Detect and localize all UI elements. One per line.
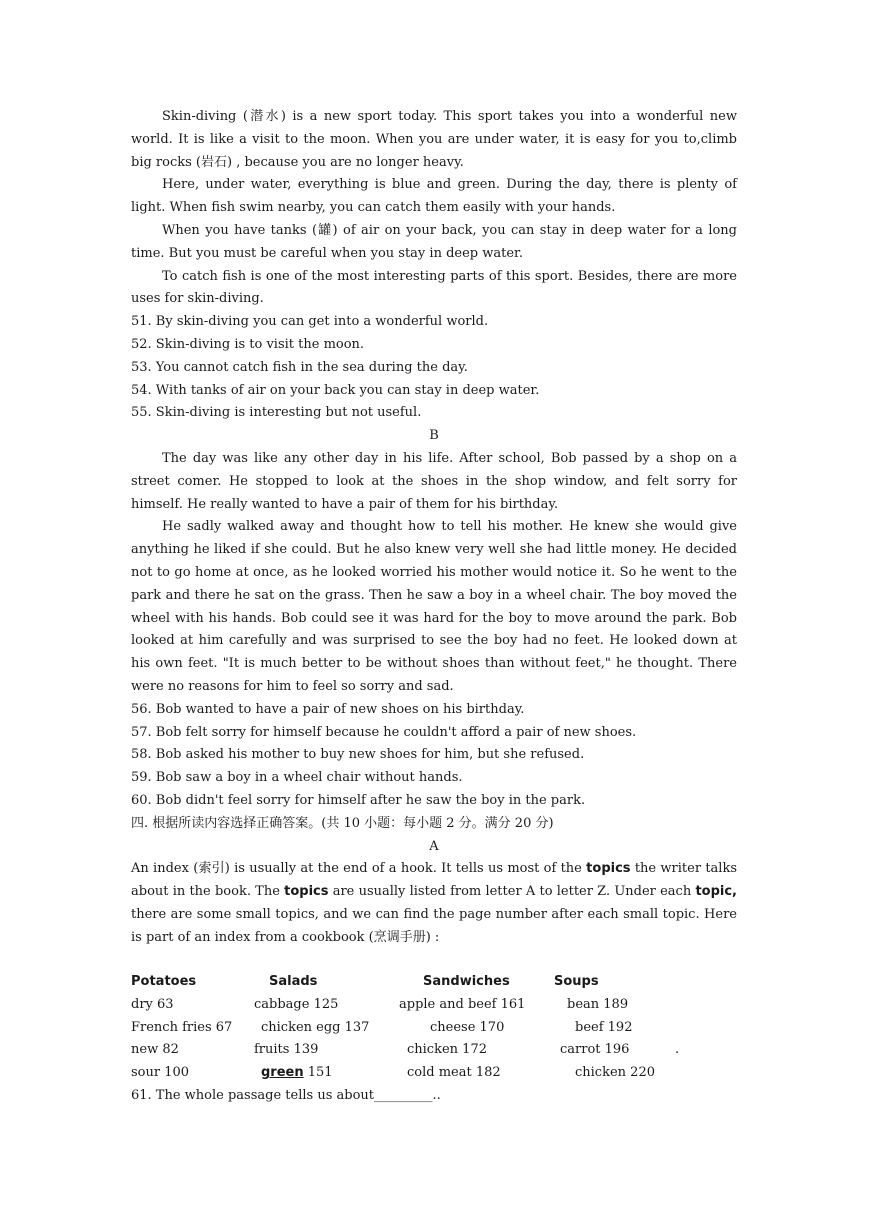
column-header-sandwiches: Sandwiches bbox=[423, 974, 510, 989]
page-number: 151 bbox=[307, 1065, 333, 1081]
table-row bbox=[131, 1039, 737, 1062]
table-cell: bean 189 bbox=[567, 996, 629, 1012]
paragraph: Here, under water, everything is blue and green. During the day, there is plenty of light. When fish swim nearby, you can catch them easily with your hands. bbox=[131, 177, 737, 216]
column-header-soups: Soups bbox=[554, 974, 599, 989]
statement: 56. Bob wanted to have a pair of new shoes on his birthday. bbox=[131, 701, 525, 717]
statement: 53. You cannot catch fish in the sea during the day. bbox=[131, 359, 468, 375]
table-row bbox=[131, 994, 737, 1017]
intro-text: are usually listed from letter A to letter Z. Under each bbox=[328, 884, 696, 900]
intro-text: the writer talks about in the book. The bbox=[131, 861, 737, 900]
passage-a bbox=[131, 106, 737, 949]
section-heading: 四. 根据所读内容选择正确答案。(共 10 小题：每小题 2 分。满分 20 分) bbox=[131, 815, 554, 831]
keyword-green: green bbox=[261, 1065, 304, 1081]
statement: 55. Skin-diving is interesting but not useful. bbox=[131, 405, 422, 421]
paragraph: The day was like any other day in his life. After school, Bob passed by a shop on a street comer. He stopped to look at the shoes in the shop window, and felt sorry for himself. He really wanted to have a pair of them for his birthday. bbox=[131, 450, 737, 512]
keyword-topics: topics bbox=[284, 884, 329, 900]
paragraph: When you have tanks (罐) of air on your back, you can stay in deep water for a long time. But you must be careful when you stay in deep water. bbox=[131, 222, 737, 261]
intro-text: An index (索引) is usually at the end of a hook. It tells us most of the bbox=[131, 861, 587, 877]
table-cell: carrot 196 bbox=[560, 1042, 630, 1058]
keyword-topics: topics bbox=[586, 861, 631, 877]
question-61: 61. The whole passage tells us about_________.. bbox=[131, 1087, 441, 1103]
question-row bbox=[131, 1085, 737, 1108]
table-cell: French fries 67 bbox=[131, 1019, 233, 1035]
table-cell: dry 63 bbox=[131, 996, 174, 1012]
index-table bbox=[131, 971, 737, 1108]
table-cell: cold meat 182 bbox=[407, 1065, 501, 1081]
table-cell: cheese 170 bbox=[430, 1019, 505, 1035]
intro-text: there are some small topics, and we can find the page number after each small topic. Here is part of an index from a cookbook (烹调手册) : bbox=[131, 906, 737, 945]
statement: 51. By skin-diving you can get into a wonderful world. bbox=[131, 314, 489, 330]
table-cell: chicken 172 bbox=[407, 1042, 487, 1058]
paragraph: He sadly walked away and thought how to tell his mother. He knew she would give anything he liked if she could. But he also knew very well she had little money. He decided not to go home at once, as he looked worried his mother would notice it. So he went to the park and there he sat on the grass. Then he saw a boy in a wheel chair. The boy moved the wheel with his hands. Bob could see it was hard for the boy to move around the park. Bob looked at him carefully and was surprised to see the boy had no feet. He looked down at his own feet. "It is much better to be without shoes than without feet," he thought. There were no reasons for him to feel so sorry and sad. bbox=[131, 519, 737, 694]
keyword-topic: topic, bbox=[695, 884, 737, 900]
table-header-row bbox=[131, 971, 737, 994]
table-row bbox=[131, 1062, 737, 1085]
table-cell: chicken 220 bbox=[575, 1065, 655, 1081]
table-cell: sour 100 bbox=[131, 1065, 190, 1081]
statement: 60. Bob didn't feel sorry for himself after he saw the boy in the park. bbox=[131, 792, 586, 808]
table-cell: chicken egg 137 bbox=[261, 1019, 370, 1035]
statement: 59. Bob saw a boy in a wheel chair without hands. bbox=[131, 770, 463, 786]
statement: 52. Skin-diving is to visit the moon. bbox=[131, 336, 365, 352]
paragraph: To catch fish is one of the most interesting parts of this sport. Besides, there are more uses for skin-diving. bbox=[131, 268, 737, 307]
statement: 57. Bob felt sorry for himself because he couldn't afford a pair of new shoes. bbox=[131, 724, 637, 740]
table-cell: apple and beef 161 bbox=[399, 996, 526, 1012]
statement: 54. With tanks of air on your back you can stay in deep water. bbox=[131, 382, 540, 398]
table-row bbox=[131, 1017, 737, 1040]
table-cell: new 82 bbox=[131, 1042, 179, 1058]
paragraph: Skin-diving (潜水) is a new sport today. This sport takes you into a wonderful new world. It is like a visit to the moon. When you are under water, it is easy for you to,climb big rocks (岩石) , because you are no longer heavy. bbox=[131, 109, 737, 170]
table-cell: fruits 139 bbox=[254, 1042, 319, 1058]
table-cell: . bbox=[675, 1042, 680, 1058]
column-header-salads: Salads bbox=[269, 974, 318, 989]
statement: 58. Bob asked his mother to buy new shoes for him, but she refused. bbox=[131, 747, 585, 763]
index-intro bbox=[131, 858, 737, 949]
table-cell: cabbage 125 bbox=[254, 996, 339, 1012]
column-header-potatoes: Potatoes bbox=[131, 974, 197, 989]
section-label: A bbox=[429, 838, 439, 854]
table-cell: beef 192 bbox=[575, 1019, 633, 1035]
section-label: B bbox=[429, 428, 439, 444]
table-cell-green bbox=[261, 1062, 333, 1085]
